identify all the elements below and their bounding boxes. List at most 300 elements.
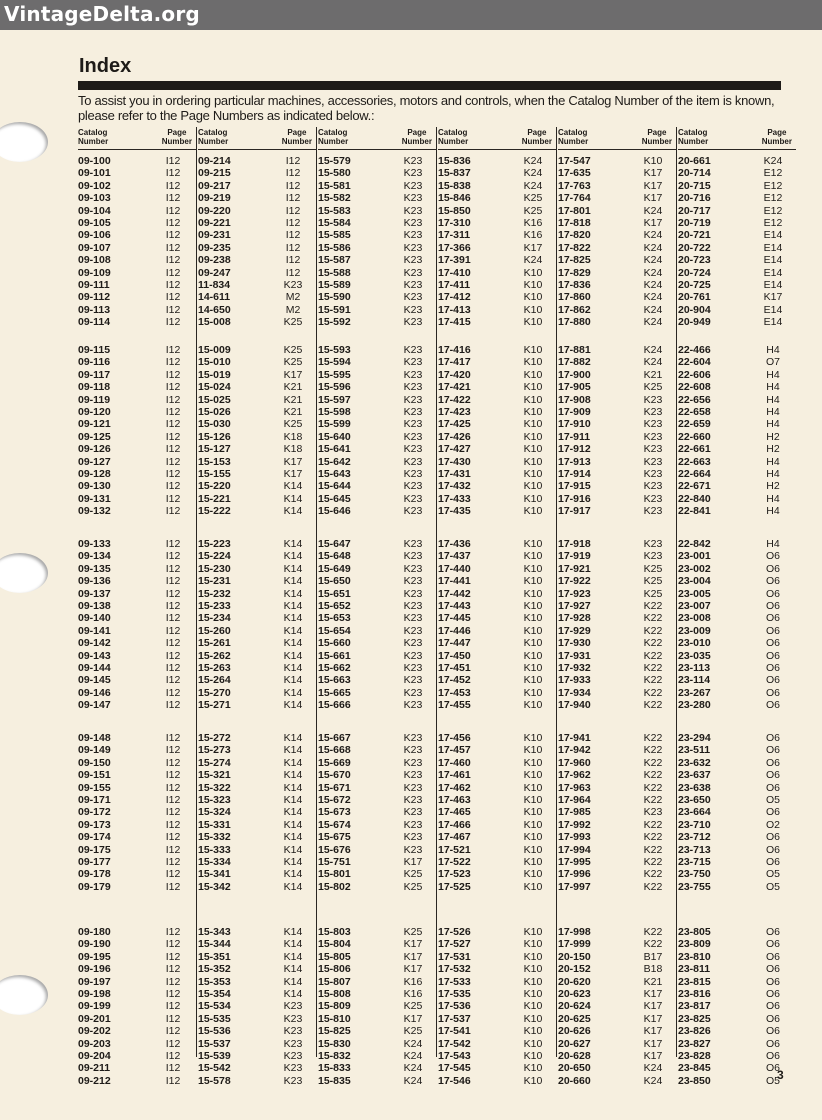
catalog-number: 17-433 xyxy=(438,492,471,505)
page-reference: K22 xyxy=(643,868,663,881)
page-reference: O6 xyxy=(765,987,780,1000)
catalog-number: 15-595 xyxy=(318,368,351,381)
catalog-number: 15-673 xyxy=(318,806,351,819)
page-reference: O5 xyxy=(765,868,780,881)
page-reference: K10 xyxy=(523,818,543,831)
index-row xyxy=(78,699,196,711)
catalog-number: 15-127 xyxy=(198,443,231,456)
index-row xyxy=(678,267,796,279)
index-row xyxy=(318,1062,436,1074)
index-row xyxy=(318,456,436,468)
index-row xyxy=(318,192,436,204)
index-row xyxy=(318,344,436,356)
page-reference: K22 xyxy=(643,699,663,712)
catalog-number: 15-669 xyxy=(318,756,351,769)
catalog-number: 17-914 xyxy=(558,467,591,480)
catalog-number: 17-882 xyxy=(558,356,591,369)
page-reference: I12 xyxy=(165,443,181,456)
page-reference: K25 xyxy=(403,926,423,938)
index-row xyxy=(558,744,676,756)
page-reference: I12 xyxy=(165,818,181,831)
catalog-number: 15-587 xyxy=(318,254,351,267)
page-reference: K22 xyxy=(643,661,663,674)
catalog-number: 23-805 xyxy=(678,926,711,938)
catalog-number: 17-432 xyxy=(438,480,471,493)
page-reference: K10 xyxy=(523,744,543,757)
catalog-number: 09-195 xyxy=(78,950,111,963)
index-row xyxy=(678,757,796,769)
index-row xyxy=(78,951,196,963)
catalog-number: 09-212 xyxy=(78,1074,111,1087)
page-reference: H4 xyxy=(766,381,780,394)
index-row xyxy=(678,155,796,167)
catalog-number: 17-927 xyxy=(558,599,591,612)
index-row xyxy=(558,431,676,443)
index-row xyxy=(78,443,196,455)
index-row xyxy=(678,356,796,368)
catalog-number: 09-118 xyxy=(78,381,111,394)
page-reference: K10 xyxy=(523,538,543,550)
index-row xyxy=(558,757,676,769)
catalog-number-header: Catalog Number xyxy=(318,128,349,146)
index-row xyxy=(318,180,436,192)
index-row xyxy=(198,356,316,368)
page-reference: K22 xyxy=(643,793,663,806)
page-reference: O6 xyxy=(765,1025,780,1038)
page-reference: I12 xyxy=(165,405,181,418)
catalog-number: 15-835 xyxy=(318,1074,351,1087)
catalog-number: 15-666 xyxy=(318,699,351,712)
index-row xyxy=(438,242,556,254)
page-reference: I12 xyxy=(285,241,301,254)
catalog-number: 15-155 xyxy=(198,467,231,480)
page-reference: K22 xyxy=(643,831,663,844)
page-reference: K10 xyxy=(523,975,543,988)
catalog-number: 15-534 xyxy=(198,1000,231,1013)
index-row xyxy=(558,180,676,192)
site-banner xyxy=(0,0,822,30)
page-reference: I12 xyxy=(165,756,181,769)
catalog-number: 15-270 xyxy=(198,686,231,699)
index-column xyxy=(558,127,677,1087)
index-row xyxy=(558,456,676,468)
catalog-number: 15-833 xyxy=(318,1062,351,1075)
page-reference: M2 xyxy=(285,291,301,304)
index-row xyxy=(78,575,196,587)
index-row xyxy=(318,304,436,316)
catalog-number: 15-663 xyxy=(318,674,351,687)
page-reference: K10 xyxy=(523,393,543,406)
page-reference: H4 xyxy=(766,538,780,550)
catalog-number: 17-880 xyxy=(558,316,591,329)
index-row xyxy=(78,217,196,229)
index-row xyxy=(318,217,436,229)
catalog-number: 15-221 xyxy=(198,492,231,505)
index-row xyxy=(678,242,796,254)
page-reference: K23 xyxy=(403,179,423,192)
page-reference: O6 xyxy=(765,938,780,951)
catalog-number: 09-199 xyxy=(78,1000,111,1013)
index-row xyxy=(678,167,796,179)
catalog-number: 23-001 xyxy=(678,550,711,563)
catalog-number: 09-100 xyxy=(78,155,111,167)
page-reference: K10 xyxy=(523,1000,543,1013)
page-reference: B17 xyxy=(643,950,663,963)
index-row xyxy=(438,1038,556,1050)
page-reference: K10 xyxy=(523,599,543,612)
index-row xyxy=(678,493,796,505)
catalog-number: 17-451 xyxy=(438,661,471,674)
index-row xyxy=(198,831,316,843)
row-group xyxy=(438,344,556,538)
catalog-number: 15-808 xyxy=(318,987,351,1000)
page-reference: I12 xyxy=(165,344,181,356)
catalog-number: 09-120 xyxy=(78,405,111,418)
index-row xyxy=(678,650,796,662)
index-row xyxy=(678,938,796,950)
index-row xyxy=(558,1000,676,1012)
index-row xyxy=(438,687,556,699)
catalog-number: 22-658 xyxy=(678,405,711,418)
catalog-number: 20-723 xyxy=(678,254,711,267)
catalog-number: 15-850 xyxy=(438,204,471,217)
page-reference: K14 xyxy=(283,744,303,757)
page-reference: K23 xyxy=(403,649,423,662)
catalog-number: 15-597 xyxy=(318,393,351,406)
page-reference: O6 xyxy=(765,781,780,794)
page-reference: K22 xyxy=(643,781,663,794)
catalog-number: 23-638 xyxy=(678,781,711,794)
catalog-number-header: Catalog Number xyxy=(438,128,469,146)
index-row xyxy=(678,180,796,192)
catalog-number: 15-647 xyxy=(318,538,351,550)
index-row xyxy=(78,637,196,649)
page-reference: K23 xyxy=(643,455,663,468)
page-reference: I12 xyxy=(285,167,301,180)
index-row xyxy=(318,938,436,950)
index-row xyxy=(678,819,796,831)
index-row xyxy=(78,757,196,769)
page-reference: K24 xyxy=(403,1074,423,1087)
index-row xyxy=(438,806,556,818)
catalog-number: 17-412 xyxy=(438,291,471,304)
index-row xyxy=(198,732,316,744)
page-reference: I12 xyxy=(285,192,301,205)
index-row xyxy=(558,1062,676,1074)
index-row xyxy=(78,794,196,806)
catalog-number: 17-455 xyxy=(438,699,471,712)
page-reference: K14 xyxy=(283,599,303,612)
page-reference: K23 xyxy=(283,1012,303,1025)
page-reference: K10 xyxy=(523,855,543,868)
index-row xyxy=(198,612,316,624)
index-row xyxy=(198,180,316,192)
catalog-number: 15-010 xyxy=(198,356,231,369)
page-reference: K21 xyxy=(283,405,303,418)
page-reference: I12 xyxy=(165,241,181,254)
page-reference: K23 xyxy=(403,480,423,493)
index-row xyxy=(438,480,556,492)
catalog-number: 09-145 xyxy=(78,674,111,687)
page-reference: K23 xyxy=(643,430,663,443)
page-reference: K17 xyxy=(643,216,663,229)
page-reference: K17 xyxy=(403,963,423,976)
page-reference: K10 xyxy=(523,624,543,637)
page-reference: I12 xyxy=(165,229,181,242)
catalog-number: 17-415 xyxy=(438,316,471,329)
catalog-number: 15-662 xyxy=(318,661,351,674)
page-reference: I12 xyxy=(165,926,181,938)
index-row xyxy=(78,180,196,192)
index-row xyxy=(438,505,556,517)
catalog-number: 17-410 xyxy=(438,266,471,279)
catalog-number: 09-113 xyxy=(78,303,111,316)
page-reference: K21 xyxy=(283,393,303,406)
catalog-number: 17-446 xyxy=(438,624,471,637)
page-reference: K10 xyxy=(523,405,543,418)
page-reference: K23 xyxy=(403,575,423,588)
catalog-number: 15-648 xyxy=(318,550,351,563)
index-row xyxy=(78,192,196,204)
page-reference: O6 xyxy=(765,744,780,757)
catalog-number: 20-724 xyxy=(678,266,711,279)
column-header xyxy=(198,127,316,150)
page-reference: I12 xyxy=(165,831,181,844)
catalog-number: 22-656 xyxy=(678,393,711,406)
page-reference: K17 xyxy=(403,1012,423,1025)
index-row xyxy=(678,538,796,550)
catalog-number: 09-211 xyxy=(78,1062,111,1075)
index-row xyxy=(318,1013,436,1025)
page-reference: K21 xyxy=(283,381,303,394)
page-reference: K10 xyxy=(523,674,543,687)
page-reference: K14 xyxy=(283,950,303,963)
page-reference: I12 xyxy=(165,1049,181,1062)
page-title: Index xyxy=(79,55,132,77)
index-column xyxy=(438,127,557,1087)
page-reference: K14 xyxy=(283,831,303,844)
catalog-number: 20-661 xyxy=(678,155,711,167)
row-group xyxy=(78,538,196,732)
catalog-number: 17-997 xyxy=(558,880,591,893)
catalog-number: 17-310 xyxy=(438,216,471,229)
index-row xyxy=(678,480,796,492)
catalog-number: 20-725 xyxy=(678,278,711,291)
catalog-number: 22-606 xyxy=(678,368,711,381)
index-row xyxy=(438,674,556,686)
page-reference: K17 xyxy=(643,192,663,205)
catalog-number: 15-585 xyxy=(318,229,351,242)
catalog-number: 15-332 xyxy=(198,831,231,844)
page-reference: H4 xyxy=(766,368,780,381)
index-row xyxy=(198,769,316,781)
catalog-number: 09-215 xyxy=(198,167,231,180)
page-reference: I12 xyxy=(165,732,181,744)
catalog-number: 15-582 xyxy=(318,192,351,205)
catalog-number: 09-103 xyxy=(78,192,111,205)
catalog-number: 23-267 xyxy=(678,686,711,699)
catalog-number: 09-214 xyxy=(198,155,231,167)
index-row xyxy=(198,406,316,418)
index-row xyxy=(558,1025,676,1037)
page-reference: K23 xyxy=(283,278,303,291)
page-reference: K25 xyxy=(643,575,663,588)
index-row xyxy=(318,406,436,418)
page-reference: I12 xyxy=(165,562,181,575)
catalog-number: 15-670 xyxy=(318,769,351,782)
index-row xyxy=(198,456,316,468)
index-row xyxy=(438,406,556,418)
catalog-number: 23-828 xyxy=(678,1049,711,1062)
catalog-number: 09-105 xyxy=(78,216,111,229)
index-row xyxy=(198,662,316,674)
index-row xyxy=(78,505,196,517)
catalog-number: 20-624 xyxy=(558,1000,591,1013)
page-reference: K14 xyxy=(283,818,303,831)
catalog-number: 23-710 xyxy=(678,818,711,831)
page-reference: I12 xyxy=(165,769,181,782)
page-reference: H2 xyxy=(766,443,780,456)
catalog-number: 15-322 xyxy=(198,781,231,794)
index-row xyxy=(678,550,796,562)
catalog-number: 17-820 xyxy=(558,229,591,242)
catalog-number: 17-822 xyxy=(558,241,591,254)
index-row xyxy=(198,229,316,241)
page-number-header: Page Number xyxy=(401,128,432,146)
index-row xyxy=(198,217,316,229)
catalog-number: 17-457 xyxy=(438,744,471,757)
page-reference: I12 xyxy=(165,192,181,205)
index-row xyxy=(78,856,196,868)
catalog-number: 17-442 xyxy=(438,587,471,600)
catalog-number: 09-173 xyxy=(78,818,111,831)
page-reference: K10 xyxy=(523,418,543,431)
page-reference: K17 xyxy=(643,1037,663,1050)
page-reference: K24 xyxy=(643,229,663,242)
catalog-number: 15-263 xyxy=(198,661,231,674)
index-row xyxy=(438,1000,556,1012)
page-reference: K24 xyxy=(523,167,543,180)
catalog-number: 17-452 xyxy=(438,674,471,687)
page-reference: K10 xyxy=(523,769,543,782)
page-reference: K14 xyxy=(283,806,303,819)
catalog-number: 23-750 xyxy=(678,868,711,881)
index-row xyxy=(438,868,556,880)
page-reference: K23 xyxy=(403,393,423,406)
page-reference: K10 xyxy=(523,950,543,963)
index-row xyxy=(318,674,436,686)
index-row xyxy=(558,963,676,975)
catalog-number: 09-108 xyxy=(78,254,111,267)
page-reference: K23 xyxy=(403,405,423,418)
page-reference: O6 xyxy=(765,599,780,612)
page-reference: K25 xyxy=(403,868,423,881)
index-row xyxy=(198,369,316,381)
catalog-number: 15-751 xyxy=(318,855,351,868)
page-reference: I12 xyxy=(165,674,181,687)
index-row xyxy=(78,254,196,266)
index-row xyxy=(318,1025,436,1037)
catalog-number: 09-134 xyxy=(78,550,111,563)
page-reference: I12 xyxy=(165,1037,181,1050)
page-reference: H4 xyxy=(766,344,780,356)
index-row xyxy=(318,819,436,831)
page-reference: K10 xyxy=(523,344,543,356)
catalog-number: 15-224 xyxy=(198,550,231,563)
page-reference: I12 xyxy=(165,430,181,443)
catalog-number: 15-019 xyxy=(198,368,231,381)
catalog-number: 15-220 xyxy=(198,480,231,493)
index-row xyxy=(438,612,556,624)
page-reference: O6 xyxy=(765,550,780,563)
index-row xyxy=(438,744,556,756)
index-row xyxy=(198,167,316,179)
index-row xyxy=(438,279,556,291)
page-reference: K14 xyxy=(283,793,303,806)
index-row xyxy=(558,1075,676,1087)
catalog-number: 09-204 xyxy=(78,1049,111,1062)
page-reference: K10 xyxy=(523,987,543,1000)
index-row xyxy=(558,1050,676,1062)
index-row xyxy=(558,205,676,217)
catalog-number: 17-929 xyxy=(558,624,591,637)
catalog-number: 15-234 xyxy=(198,612,231,625)
index-row xyxy=(318,155,436,167)
catalog-number: 15-353 xyxy=(198,975,231,988)
page-reference: H2 xyxy=(766,430,780,443)
index-row xyxy=(558,976,676,988)
catalog-number: 14-611 xyxy=(198,291,231,304)
page-reference: K24 xyxy=(403,1049,423,1062)
page-reference: K24 xyxy=(643,303,663,316)
page-reference: K10 xyxy=(523,278,543,291)
row-group xyxy=(318,538,436,732)
index-row xyxy=(318,468,436,480)
page-reference: K14 xyxy=(283,575,303,588)
catalog-number: 15-646 xyxy=(318,505,351,518)
page-reference: K21 xyxy=(643,975,663,988)
catalog-number: 15-343 xyxy=(198,926,231,938)
page-number-header: Page Number xyxy=(521,128,552,146)
intro-text: To assist you in ordering particular machines, accessories, motors and controls, when the Catalog Number of the item is known, please refer to the Page Numbers as indicated below.: xyxy=(78,93,775,123)
catalog-number: 15-830 xyxy=(318,1037,351,1050)
page-reference: K14 xyxy=(283,538,303,550)
page-reference: K14 xyxy=(283,880,303,893)
catalog-number: 23-114 xyxy=(678,674,711,687)
index-row xyxy=(438,782,556,794)
page-reference: K24 xyxy=(763,155,783,167)
index-row xyxy=(78,1062,196,1074)
index-row xyxy=(558,344,676,356)
page-reference: O5 xyxy=(765,793,780,806)
page-reference: K25 xyxy=(643,562,663,575)
page-reference: K10 xyxy=(523,806,543,819)
catalog-number: 15-583 xyxy=(318,204,351,217)
index-row xyxy=(438,443,556,455)
catalog-number: 09-179 xyxy=(78,880,111,893)
page-reference: I12 xyxy=(165,455,181,468)
index-row xyxy=(78,650,196,662)
catalog-number: 17-928 xyxy=(558,612,591,625)
index-row xyxy=(438,794,556,806)
index-row xyxy=(198,806,316,818)
column-header xyxy=(78,127,196,150)
catalog-number: 23-713 xyxy=(678,843,711,856)
index-row xyxy=(678,431,796,443)
index-row xyxy=(678,674,796,686)
catalog-number: 23-826 xyxy=(678,1025,711,1038)
page-reference: K10 xyxy=(523,505,543,518)
